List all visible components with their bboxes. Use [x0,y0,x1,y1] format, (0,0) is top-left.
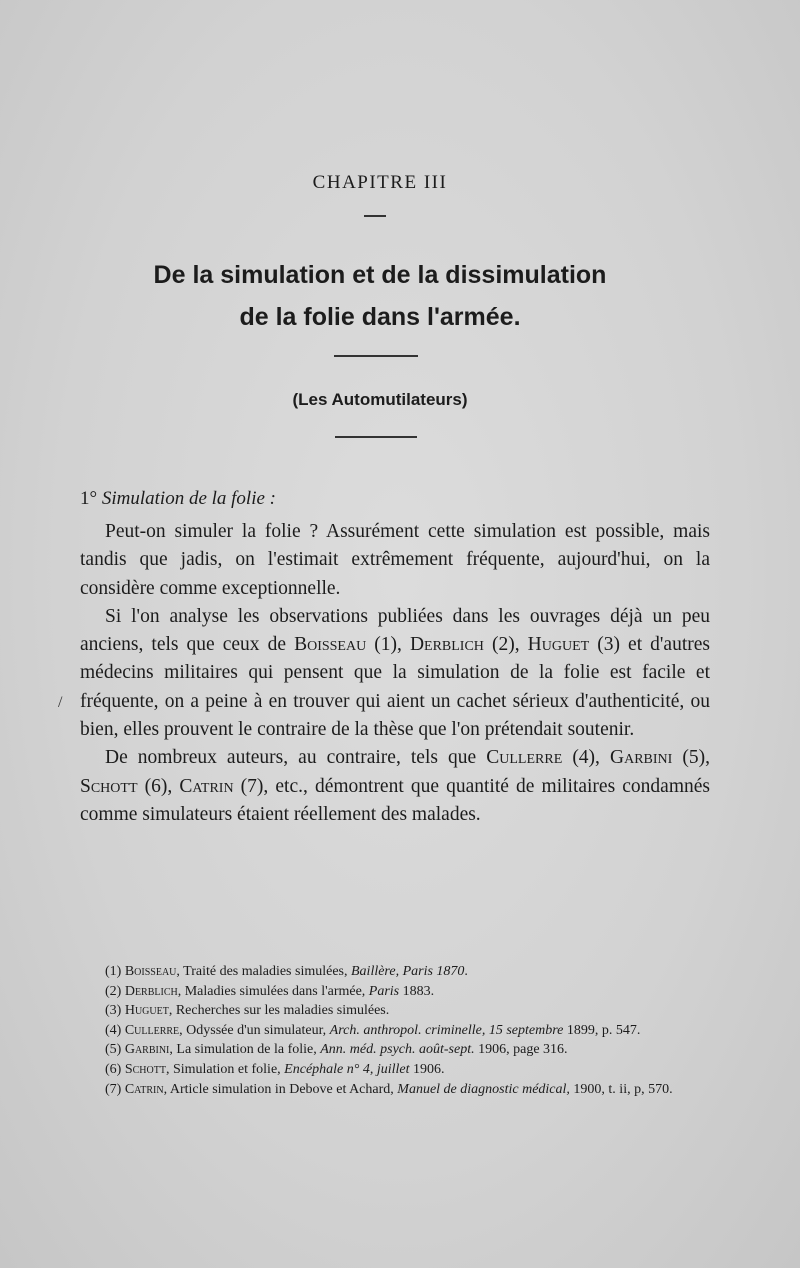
text-run: (1), [366,634,410,656]
footnote-author: Cullerre [124,1022,180,1038]
footnotes [80,962,710,1099]
footnote-italic: Encéphale n° 4, juillet [284,1061,410,1077]
footnote [80,1021,710,1041]
footnote-italic: Baillère, Paris 1870 [351,964,465,979]
author-name: Schott [80,775,138,797]
footnote [80,962,710,982]
section-heading [80,488,276,510]
footnote-number: (4) [105,1022,122,1038]
author-name: Derblich [409,634,484,656]
title-rule [334,355,418,357]
text-run: (4), [562,747,610,769]
footnote-tail: 1900, t. ii, p, 570. [569,1081,673,1097]
paragraph-2 [80,603,710,744]
footnote-text: , La simulation de la folie, [169,1042,321,1058]
footnote-italic: Manuel de diagnostic médical, [397,1081,570,1097]
text-run: (6), [137,775,180,797]
section-number: 1° [80,488,98,509]
footnote-text: , Article simulation in Debove et Achard, [163,1081,398,1097]
title-line-1: De la simulation et de la dissimulation [153,261,607,289]
footnote-italic: Arch. anthropol. criminelle, 15 septembre [329,1022,564,1038]
body-text [80,518,710,829]
chapter-label: CHAPITRE III [312,172,448,193]
paragraph-1: Peut-on simuler la folie ? Assurément cette simulation est possible, mais tandis que jadis, on l'estimait extrêmement fréquente, aujourd'hui, on la considère comme exceptionnelle. [80,521,710,599]
footnote-italic: Ann. méd. psych. août-sept. [320,1042,475,1058]
footnote-tail: . [464,964,468,979]
text-run: (7), etc., démontrent que quantité de militaires condamnés comme simulateurs étaient réellement des malades. [80,775,710,825]
footnote-text: , Maladies simulées dans l'armée, [177,983,369,999]
margin-annotation: / [58,694,63,711]
footnote [80,982,710,1002]
footnote-number: (5) [105,1042,122,1058]
footnote-author: Garbini [124,1042,170,1058]
footnote-text: , Simulation et folie, [165,1061,285,1077]
footnote-text: , Traité des maladies simulées, [176,964,351,979]
text-run: (3) et d'autres médecins militaires qui pensent que la simulation de la folie est facile et fréquente, on a peine à en trouver qui aient un cachet sérieux d'authenticité, ou bien, elles prouvent le contraire de la thèse que l'on prétendait soutenir. [80,634,710,741]
footnote-text: , Recherches sur les maladies simulées. [168,1003,390,1019]
footnote [80,1040,710,1060]
section-title: Simulation de la folie : [101,488,277,509]
footnote-author: Boisseau [124,964,177,979]
author-name: Huguet [527,634,590,656]
footnote-number: (2) [105,983,122,999]
text-run: Si l'on analyse les observations publiées dans les ouvrages déjà un peu anciens, tels que ceux de [80,605,710,656]
footnote-author: Catrin [124,1081,164,1097]
footnote-number: (1) [105,964,122,979]
footnote-text: , Odyssée d'un simulateur, [179,1022,330,1038]
text-run: (2), [483,634,528,656]
author-name: Catrin [179,775,234,797]
footnote-italic: Paris [368,983,400,999]
footnote-tail: 1906, page 316. [474,1042,568,1058]
author-name: Garbini [610,747,673,769]
author-name: Cullerre [486,747,563,769]
footnote-author: Derblich [124,983,178,999]
footnote-number: (3) [105,1003,122,1019]
footnote-tail: 1899, p. 547. [563,1022,641,1038]
footnote-tail: 1906. [409,1061,445,1077]
footnote-tail: 1883. [399,983,435,999]
footnote [80,1001,710,1021]
footnote [80,1080,710,1100]
text-run: De nombreux auteurs, au contraire, tels que [105,747,487,769]
footnote-number: (6) [105,1061,122,1077]
footnote-number: (7) [105,1081,122,1097]
chapter-title [0,254,760,338]
footnote-author: Schott [124,1061,166,1077]
subtitle-rule [335,436,417,438]
author-name: Boisseau [294,634,367,656]
title-line-2: de la folie dans l'armée. [239,303,521,331]
footnote [80,1060,710,1080]
chapter-dash [364,215,386,217]
chapter-subtitle: (Les Automutilateurs) [292,390,468,409]
text-run: (5), [672,747,710,769]
footnote-author: Huguet [124,1003,169,1019]
paragraph-3 [80,744,710,829]
